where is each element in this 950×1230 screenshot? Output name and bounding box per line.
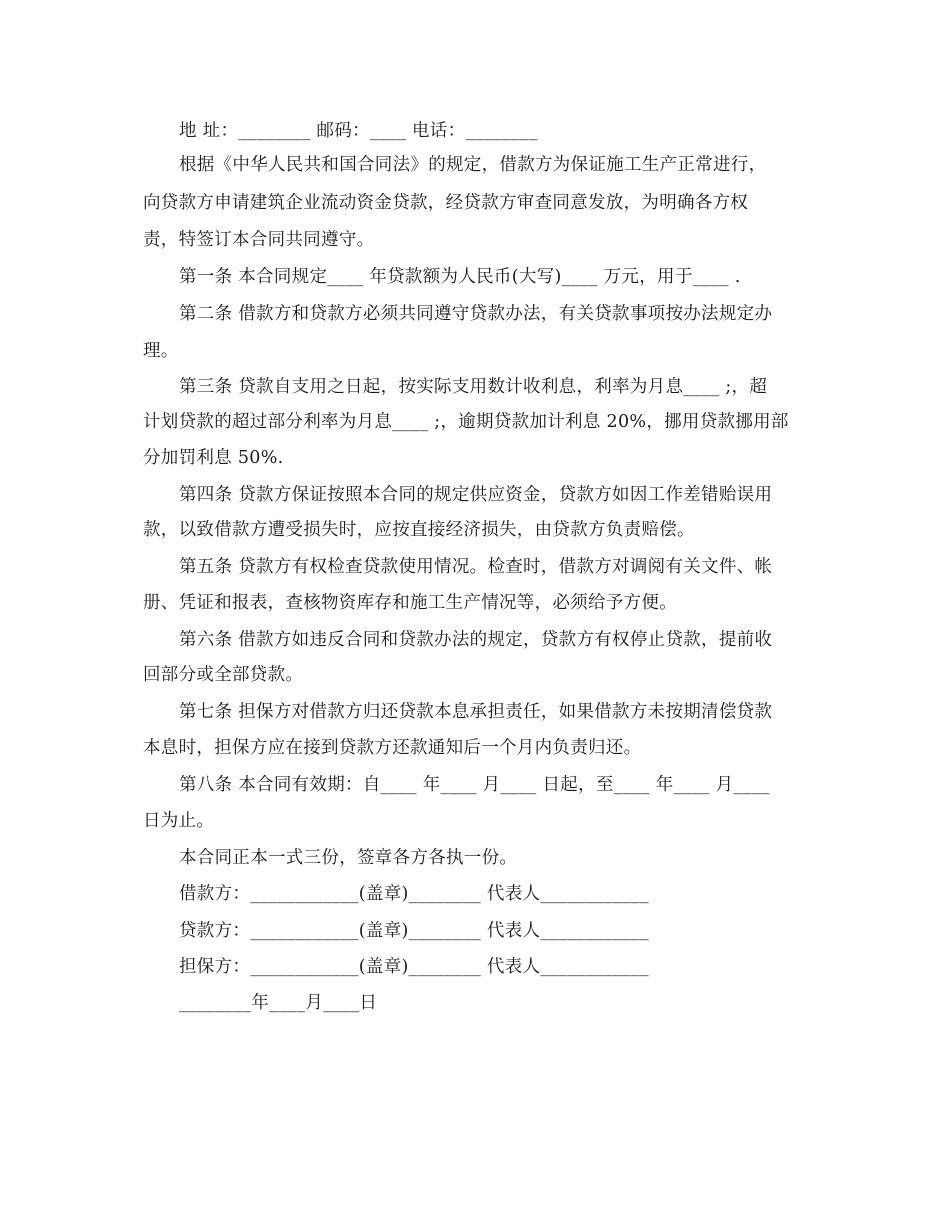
article-5-line-1: 第五条 贷款方有权检查贷款使用情况。检查时，借款方对调阅有关文件、帐 xyxy=(179,557,773,577)
article-1: 第一条 本合同规定____ 年贷款额为人民币(大写)____ 万元，用于____ . xyxy=(179,267,741,287)
article-2-line-2: 理。 xyxy=(143,341,179,361)
preamble-line-2: 向贷款方申请建筑企业流动资金贷款，经贷款方审查同意发放，为明确各方权 xyxy=(143,193,749,213)
lender-signature-line: 贷款方：____________(盖章)________ 代表人____________ xyxy=(179,921,649,941)
article-6-line-2: 回部分或全部贷款。 xyxy=(143,665,304,685)
article-4-line-1: 第四条 贷款方保证按照本合同的规定供应资金，贷款方如因工作差错贻误用 xyxy=(179,485,773,505)
borrower-signature-line: 借款方：____________(盖章)________ 代表人____________ xyxy=(179,884,649,904)
address-line: 地 址：________ 邮码：____ 电话：________ xyxy=(179,121,538,141)
article-3-line-2: 计划贷款的超过部分利率为月息____ ;，逾期贷款加计利息 20%，挪用贷款挪用部 xyxy=(143,412,789,432)
article-5-line-2: 册、凭证和报表，查核物资库存和施工生产情况等，必须给予方便。 xyxy=(143,593,677,613)
preamble-line-1: 根据《中华人民共和国合同法》的规定，借款方为保证施工生产正常进行， xyxy=(179,155,767,175)
article-4-line-2: 款，以致借款方遭受损失时，应按直接经济损失，由贷款方负责赔偿。 xyxy=(143,520,695,540)
copies-clause: 本合同正本一式三份，签章各方各执一份。 xyxy=(179,848,518,868)
article-2-line-1: 第二条 借款方和贷款方必须共同遵守贷款办法，有关贷款事项按办法规定办 xyxy=(179,304,773,324)
article-8-line-1: 第八条 本合同有效期：自____ 年____ 月____ 日起，至____ 年____ 月____ xyxy=(179,775,770,795)
guarantor-signature-line: 担保方：____________(盖章)________ 代表人____________ xyxy=(179,957,649,977)
article-6-line-1: 第六条 借款方如违反合同和贷款办法的规定，贷款方有权停止贷款，提前收 xyxy=(179,630,773,650)
article-3-line-3: 分加罚利息 50%. xyxy=(143,448,284,468)
article-3-line-1: 第三条 贷款自支用之日起，按实际支用数计收利息，利率为月息____ ;，超 xyxy=(179,377,768,397)
article-7-line-1: 第七条 担保方对借款方归还贷款本息承担责任，如果借款方未按期清偿贷款 xyxy=(179,702,773,722)
date-line: ________年____月____日 xyxy=(179,993,378,1013)
preamble-line-3: 责，特签订本合同共同遵守。 xyxy=(143,230,375,250)
article-8-line-2: 日为止。 xyxy=(143,811,215,831)
article-7-line-2: 本息时，担保方应在接到贷款方还款通知后一个月内负责归还。 xyxy=(143,738,642,758)
